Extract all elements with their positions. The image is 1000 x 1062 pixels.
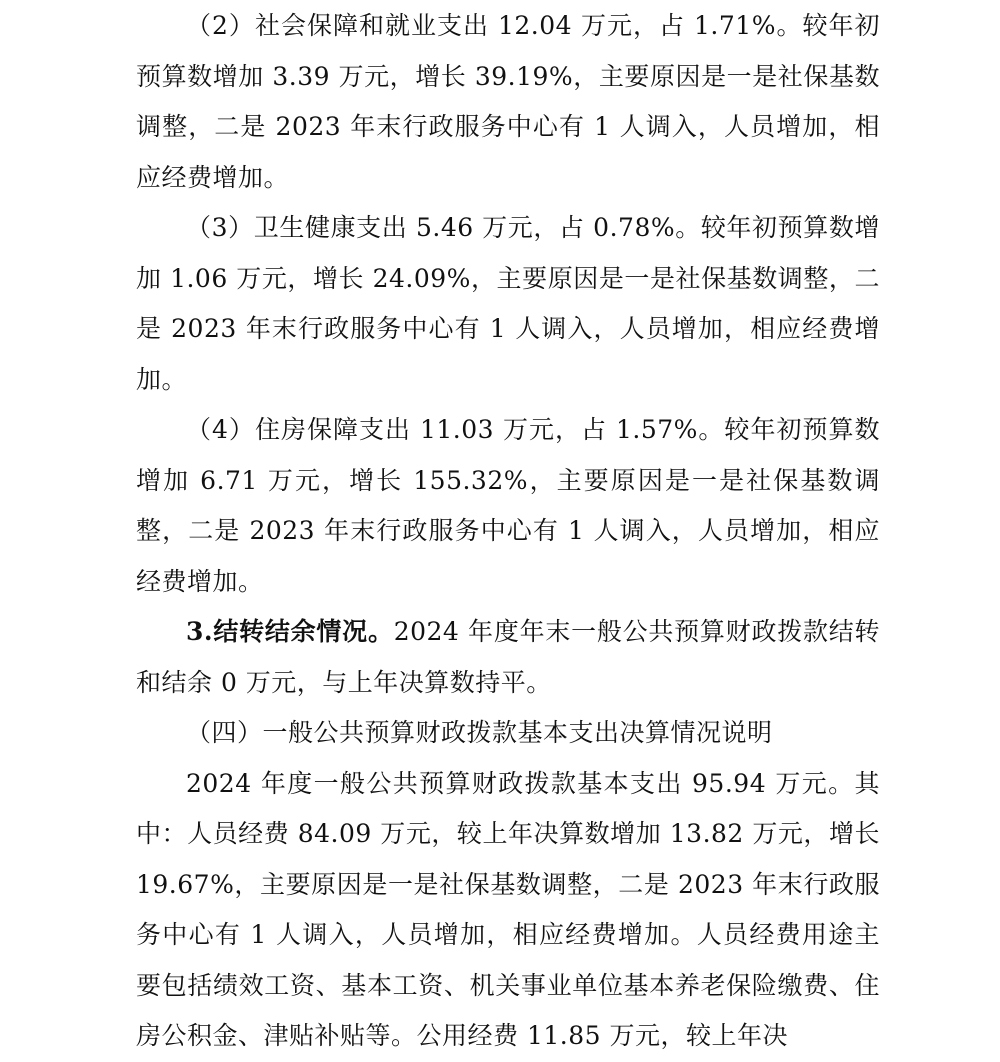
paragraph-basic-expenditure: 2024 年度一般公共预算财政拨款基本支出 95.94 万元。其中：人员经费 84.09 万元，较上年决算数增加 13.82 万元，增长 19.67%，主要原因是一是社保基数调整，二是 2023 年末行政服务中心有 1 人调入，人员增加，相应经费增加。人员经费用途主要包括绩效工资、基本工资、机关事业单位基本养老保险缴费、住房公积金、津贴补贴等。公用经费 11.85 万元，较上年决 — [136, 768, 880, 1050]
paragraph-carryover — [136, 607, 880, 708]
carryover-text: 2024 年度年末一般公共预算财政拨款结转和结余 0 万元，与上年决算数持平。 — [136, 617, 880, 697]
carryover-heading: 3.结转结余情况。 — [186, 617, 394, 646]
paragraph-health: （3）卫生健康支出 5.46 万元，占 0.78%。较年初预算数增加 1.06 万元，增长 24.09%，主要原因是一是社保基数调整，二是 2023 年末行政服务中心有 1 人调入，人员增加，相应经费增加。 — [136, 213, 880, 394]
paragraph-social-security: （2）社会保障和就业支出 12.04 万元，占 1.71%。较年初预算数增加 3.39 万元，增长 39.19%，主要原因是一是社保基数调整，二是 2023 年末行政服务中心有 1 人调入，人员增加，相应经费增加。 — [136, 11, 880, 192]
paragraph-housing: （4）住房保障支出 11.03 万元，占 1.57%。较年初预算数增加 6.71 万元，增长 155.32%，主要原因是一是社保基数调整，二是 2023 年末行政服务中心有 1 人调入，人员增加，相应经费增加。 — [136, 415, 880, 596]
document-page — [136, 0, 880, 1062]
section-heading: （四）一般公共预算财政拨款基本支出决算情况说明 — [186, 718, 773, 747]
